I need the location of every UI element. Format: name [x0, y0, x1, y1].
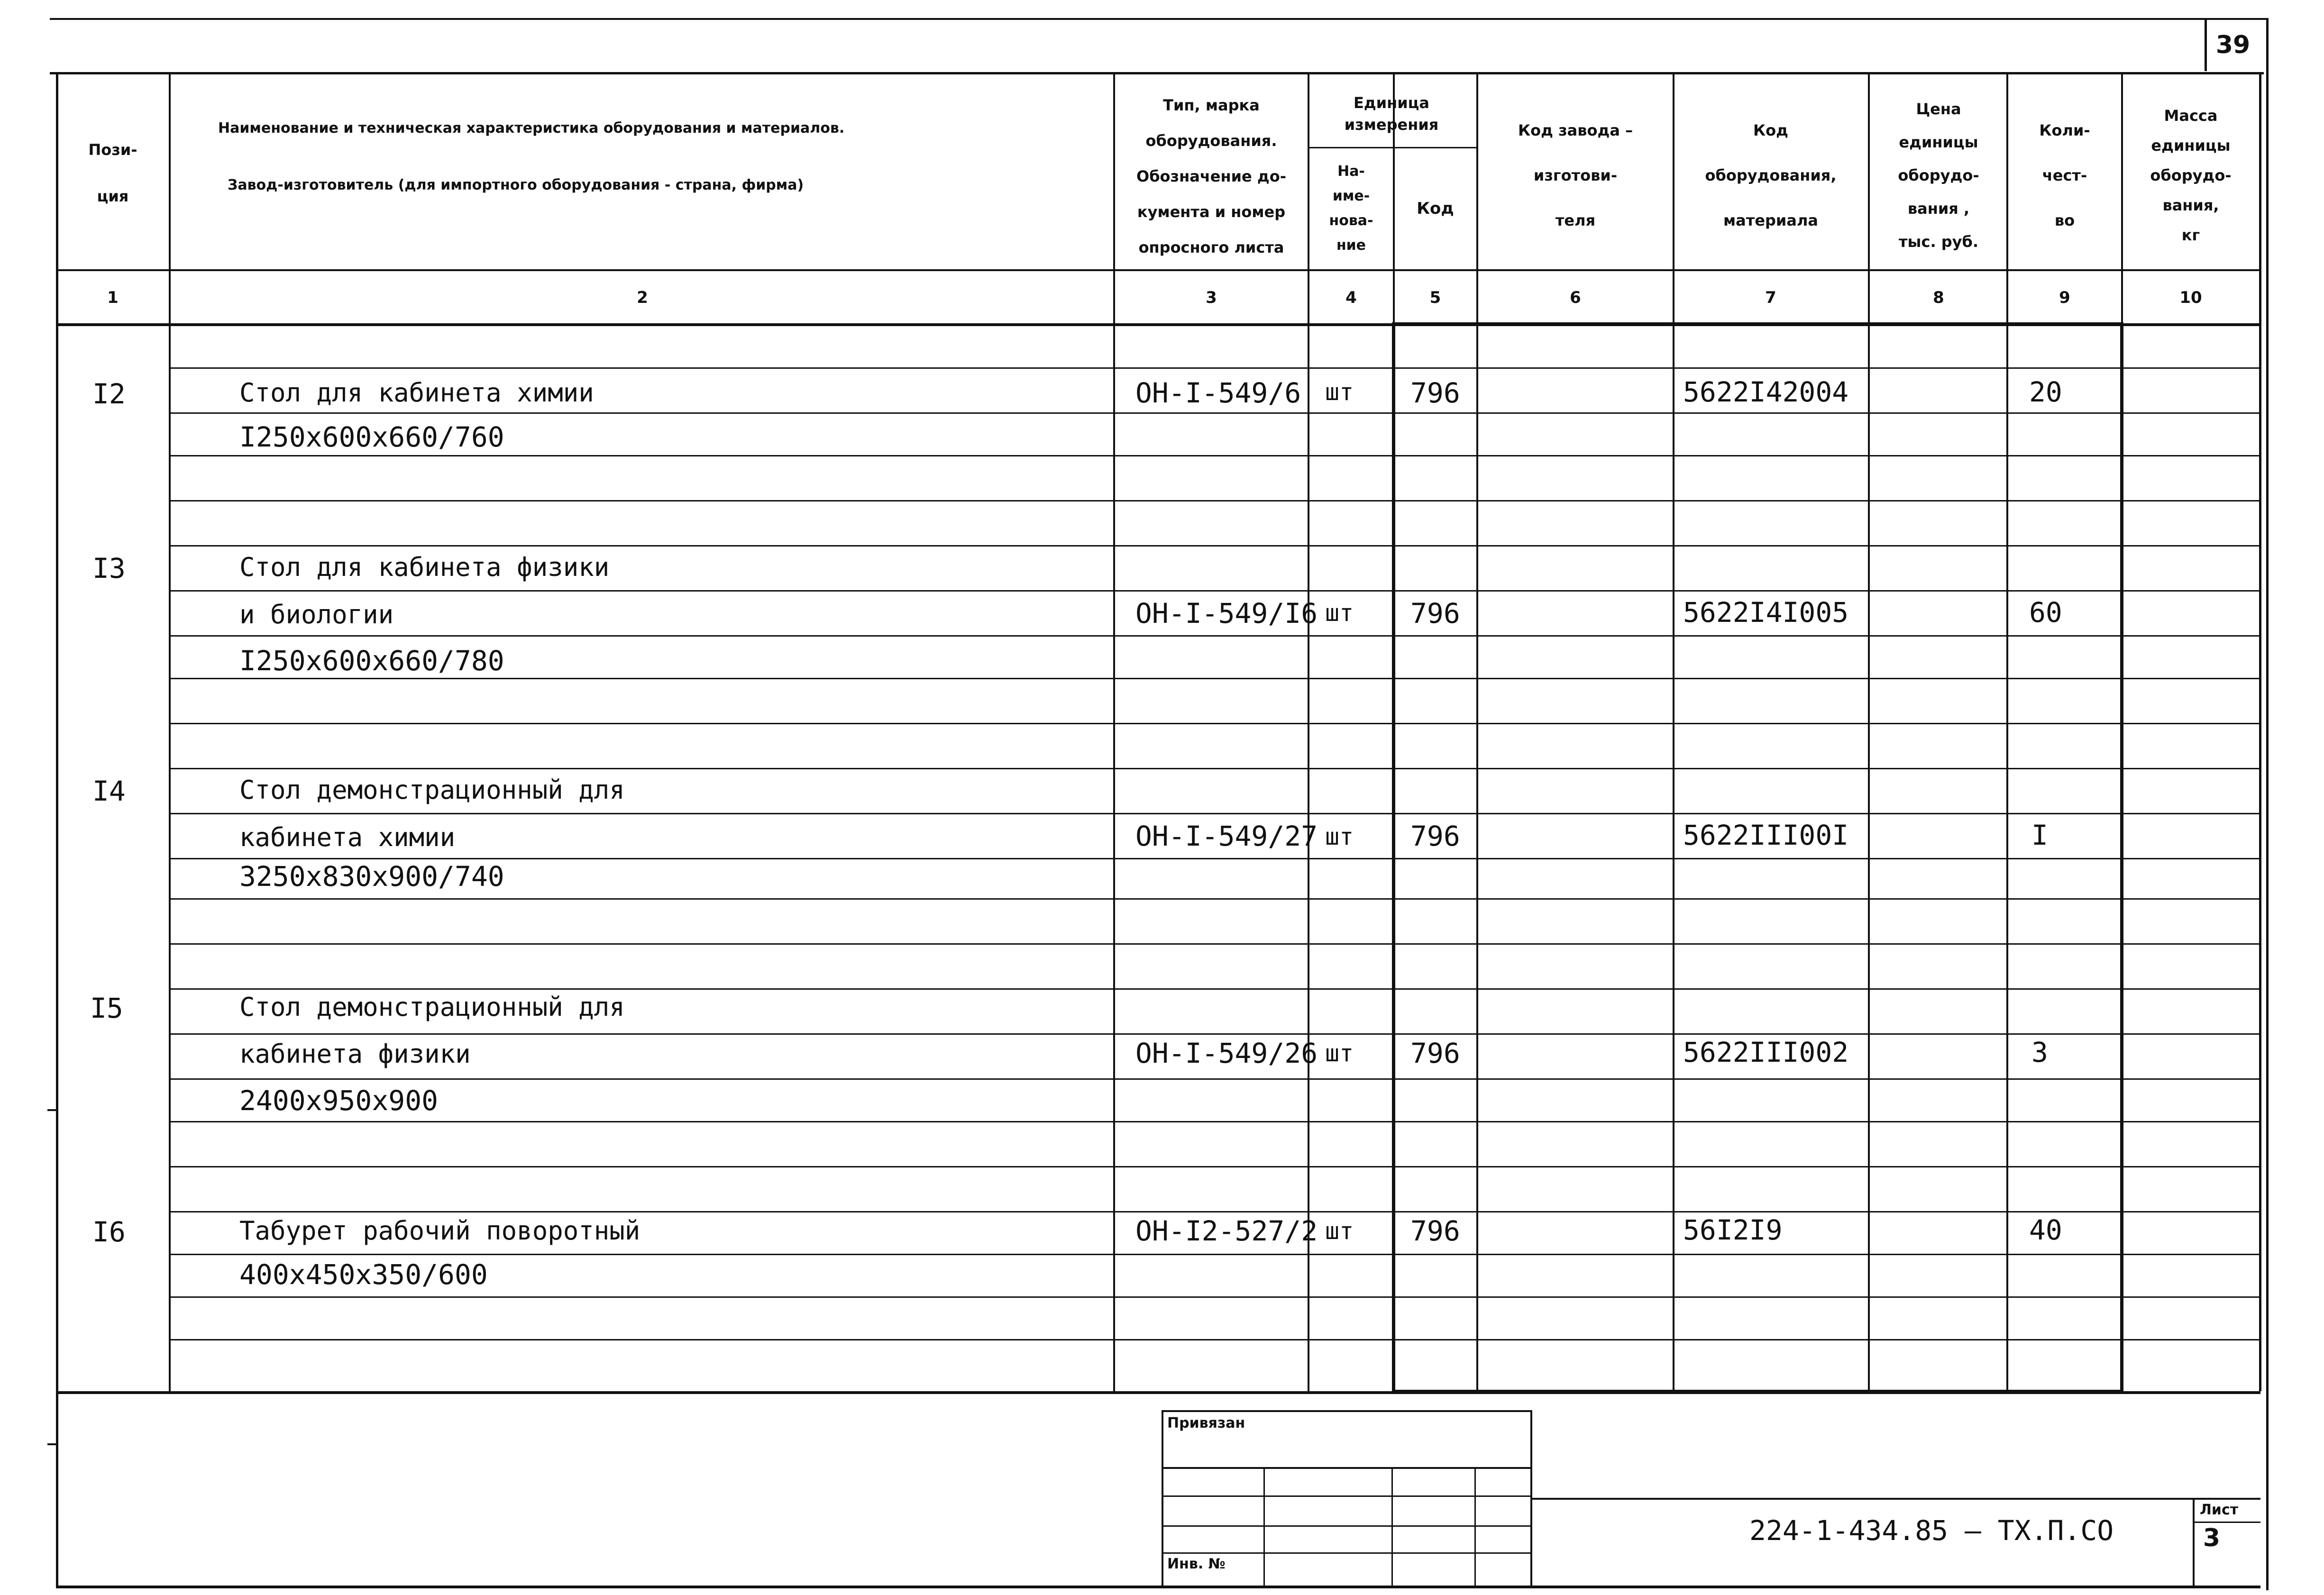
cell-type: ОН-I-549/27 — [1135, 820, 1318, 852]
cell-name: 3250x830x900/740 — [239, 860, 504, 893]
grid-line — [47, 1443, 56, 1445]
grid-line — [169, 943, 2260, 945]
cell-unit-code: 796 — [1410, 377, 1460, 409]
column-number: 10 — [2179, 288, 2202, 307]
sheet-number: 3 — [2203, 1524, 2221, 1552]
cell-position: I4 — [92, 775, 126, 807]
grid-line — [1263, 1467, 1265, 1586]
cell-equipment-code: 5622III002 — [1683, 1036, 1849, 1068]
column-number: 8 — [1933, 288, 1944, 307]
grid-line — [169, 1211, 2260, 1212]
grid-line — [169, 1033, 2260, 1035]
grid-line — [169, 813, 2260, 814]
cell-quantity: 20 — [2029, 376, 2062, 408]
header-quantity: Коли- чест- во — [2039, 121, 2090, 229]
inventory-number-label: Инв. № — [1167, 1556, 1226, 1572]
cell-name: I250x600x660/760 — [239, 421, 504, 453]
column-number: 6 — [1570, 288, 1581, 307]
grid-line — [169, 1296, 2260, 1298]
column-number: 3 — [1206, 288, 1217, 307]
header-position: Пози- ция — [88, 141, 137, 205]
grid-line — [169, 858, 2260, 859]
cell-type: ОН-I-549/6 — [1135, 377, 1301, 409]
header-factory-code: Код завода – изготови- теля — [1518, 121, 1633, 229]
header-type: Тип, марка оборудования. Обозначение до- кумента и номер опросного листа — [1136, 96, 1286, 256]
grid-line — [1392, 322, 2123, 326]
column-number: 7 — [1765, 288, 1776, 307]
cell-name: 2400x950x900 — [239, 1085, 439, 1117]
cell-name: кабинета химии — [239, 822, 456, 852]
header-unit-name: На- име- нова- ние — [1329, 163, 1373, 254]
cell-type: ОН-I2-527/2 — [1135, 1215, 1318, 1247]
grid-line — [169, 500, 2260, 501]
grid-line — [50, 18, 2266, 20]
cell-unit: шт — [1325, 1039, 1354, 1067]
grid-line — [169, 1078, 2260, 1080]
grid-line — [1530, 1498, 2260, 1500]
header-name-line1: Наименование и техническая характеристика оборудования и материалов. — [218, 119, 845, 137]
column-number: 4 — [1345, 288, 1357, 307]
cell-name: кабинета физики — [239, 1039, 471, 1069]
cell-name: и биологии — [239, 600, 394, 629]
header-name-line2: Завод-изготовитель (для импортного оборудования - страна, фирма) — [228, 176, 804, 193]
cell-quantity: 3 — [2031, 1036, 2048, 1068]
header-price: Цена единицы оборудо- вания , тыс. руб. — [1898, 100, 1979, 251]
cell-position: I6 — [92, 1216, 126, 1248]
grid-line — [169, 1339, 2260, 1340]
cell-name: Табурет рабочий поворотный — [239, 1216, 640, 1246]
cell-equipment-code: 5622I42004 — [1683, 376, 1849, 408]
header-unit-code: Код — [1417, 199, 1454, 218]
cell-quantity: I — [2031, 819, 2048, 851]
grid-line — [1162, 1410, 1530, 1412]
cell-unit: шт — [1325, 378, 1354, 406]
grid-line — [169, 545, 2260, 547]
grid-line — [56, 1586, 2260, 1588]
grid-line — [169, 1166, 2260, 1167]
grid-line — [169, 678, 2260, 679]
grid-line — [169, 1121, 2260, 1122]
cell-unit-code: 796 — [1410, 820, 1460, 852]
column-number: 5 — [1429, 288, 1441, 307]
header-unit-group: Единица измерения — [1344, 94, 1439, 134]
header-mass: Масса единицы оборудо- вания, кг — [2150, 106, 2232, 244]
grid-line — [169, 723, 2260, 724]
cell-quantity: 40 — [2029, 1214, 2062, 1246]
cell-name: I250x600x660/780 — [239, 645, 504, 677]
cell-position: I5 — [90, 992, 123, 1024]
cell-type: ОН-I-549/26 — [1135, 1037, 1318, 1069]
grid-line — [169, 412, 2260, 414]
grid-line — [2266, 18, 2269, 1590]
grid-line — [169, 1254, 2260, 1255]
cell-equipment-code: 56I2I9 — [1683, 1214, 1783, 1246]
grid-line — [169, 367, 2260, 369]
grid-line — [50, 72, 2264, 74]
grid-line — [169, 898, 2260, 900]
cell-quantity: 60 — [2029, 596, 2062, 629]
sheet-label: Лист — [2200, 1502, 2239, 1518]
grid-line — [2120, 322, 2123, 1391]
bound-label: Привязан — [1167, 1415, 1245, 1431]
grid-line — [1162, 1410, 1163, 1586]
cell-unit-code: 796 — [1410, 1215, 1460, 1247]
cell-name: Стол для кабинета физики — [239, 552, 610, 582]
grid-line — [1391, 1467, 1393, 1586]
cell-equipment-code: 5622III00I — [1683, 819, 1849, 851]
cell-unit: шт — [1325, 1217, 1354, 1245]
cell-unit: шт — [1325, 599, 1354, 627]
cell-name: Стол для кабинета химии — [239, 378, 594, 408]
column-number: 1 — [107, 288, 119, 307]
cell-unit-code: 796 — [1410, 597, 1460, 629]
page-number: 39 — [2215, 31, 2251, 59]
column-number: 2 — [637, 288, 648, 307]
grid-line — [169, 988, 2260, 990]
cell-equipment-code: 5622I4I005 — [1683, 596, 1849, 629]
grid-line — [169, 590, 2260, 592]
cell-type: ОН-I-549/I6 — [1135, 597, 1318, 629]
cell-position: I2 — [92, 378, 126, 410]
grid-line — [1392, 1390, 2123, 1393]
grid-line — [169, 768, 2260, 769]
cell-name: 400x450x350/600 — [239, 1258, 488, 1291]
grid-line — [1392, 322, 1395, 1391]
cell-unit-code: 796 — [1410, 1037, 1460, 1069]
grid-line — [169, 635, 2260, 637]
cell-position: I3 — [92, 552, 126, 584]
cell-name: Стол демонстрационный для — [239, 992, 625, 1022]
grid-line — [47, 1109, 56, 1111]
cell-unit: шт — [1325, 823, 1354, 850]
header-name — [171, 76, 1114, 270]
cell-name: Стол демонстрационный для — [239, 775, 625, 805]
grid-line — [1474, 1467, 1476, 1586]
header-equipment-code: Код оборудования, материала — [1705, 121, 1837, 229]
document-code: 224-1-434.85 – ТХ.П.СО — [1749, 1514, 2114, 1547]
grid-line — [169, 455, 2260, 456]
column-number: 9 — [2059, 288, 2070, 307]
